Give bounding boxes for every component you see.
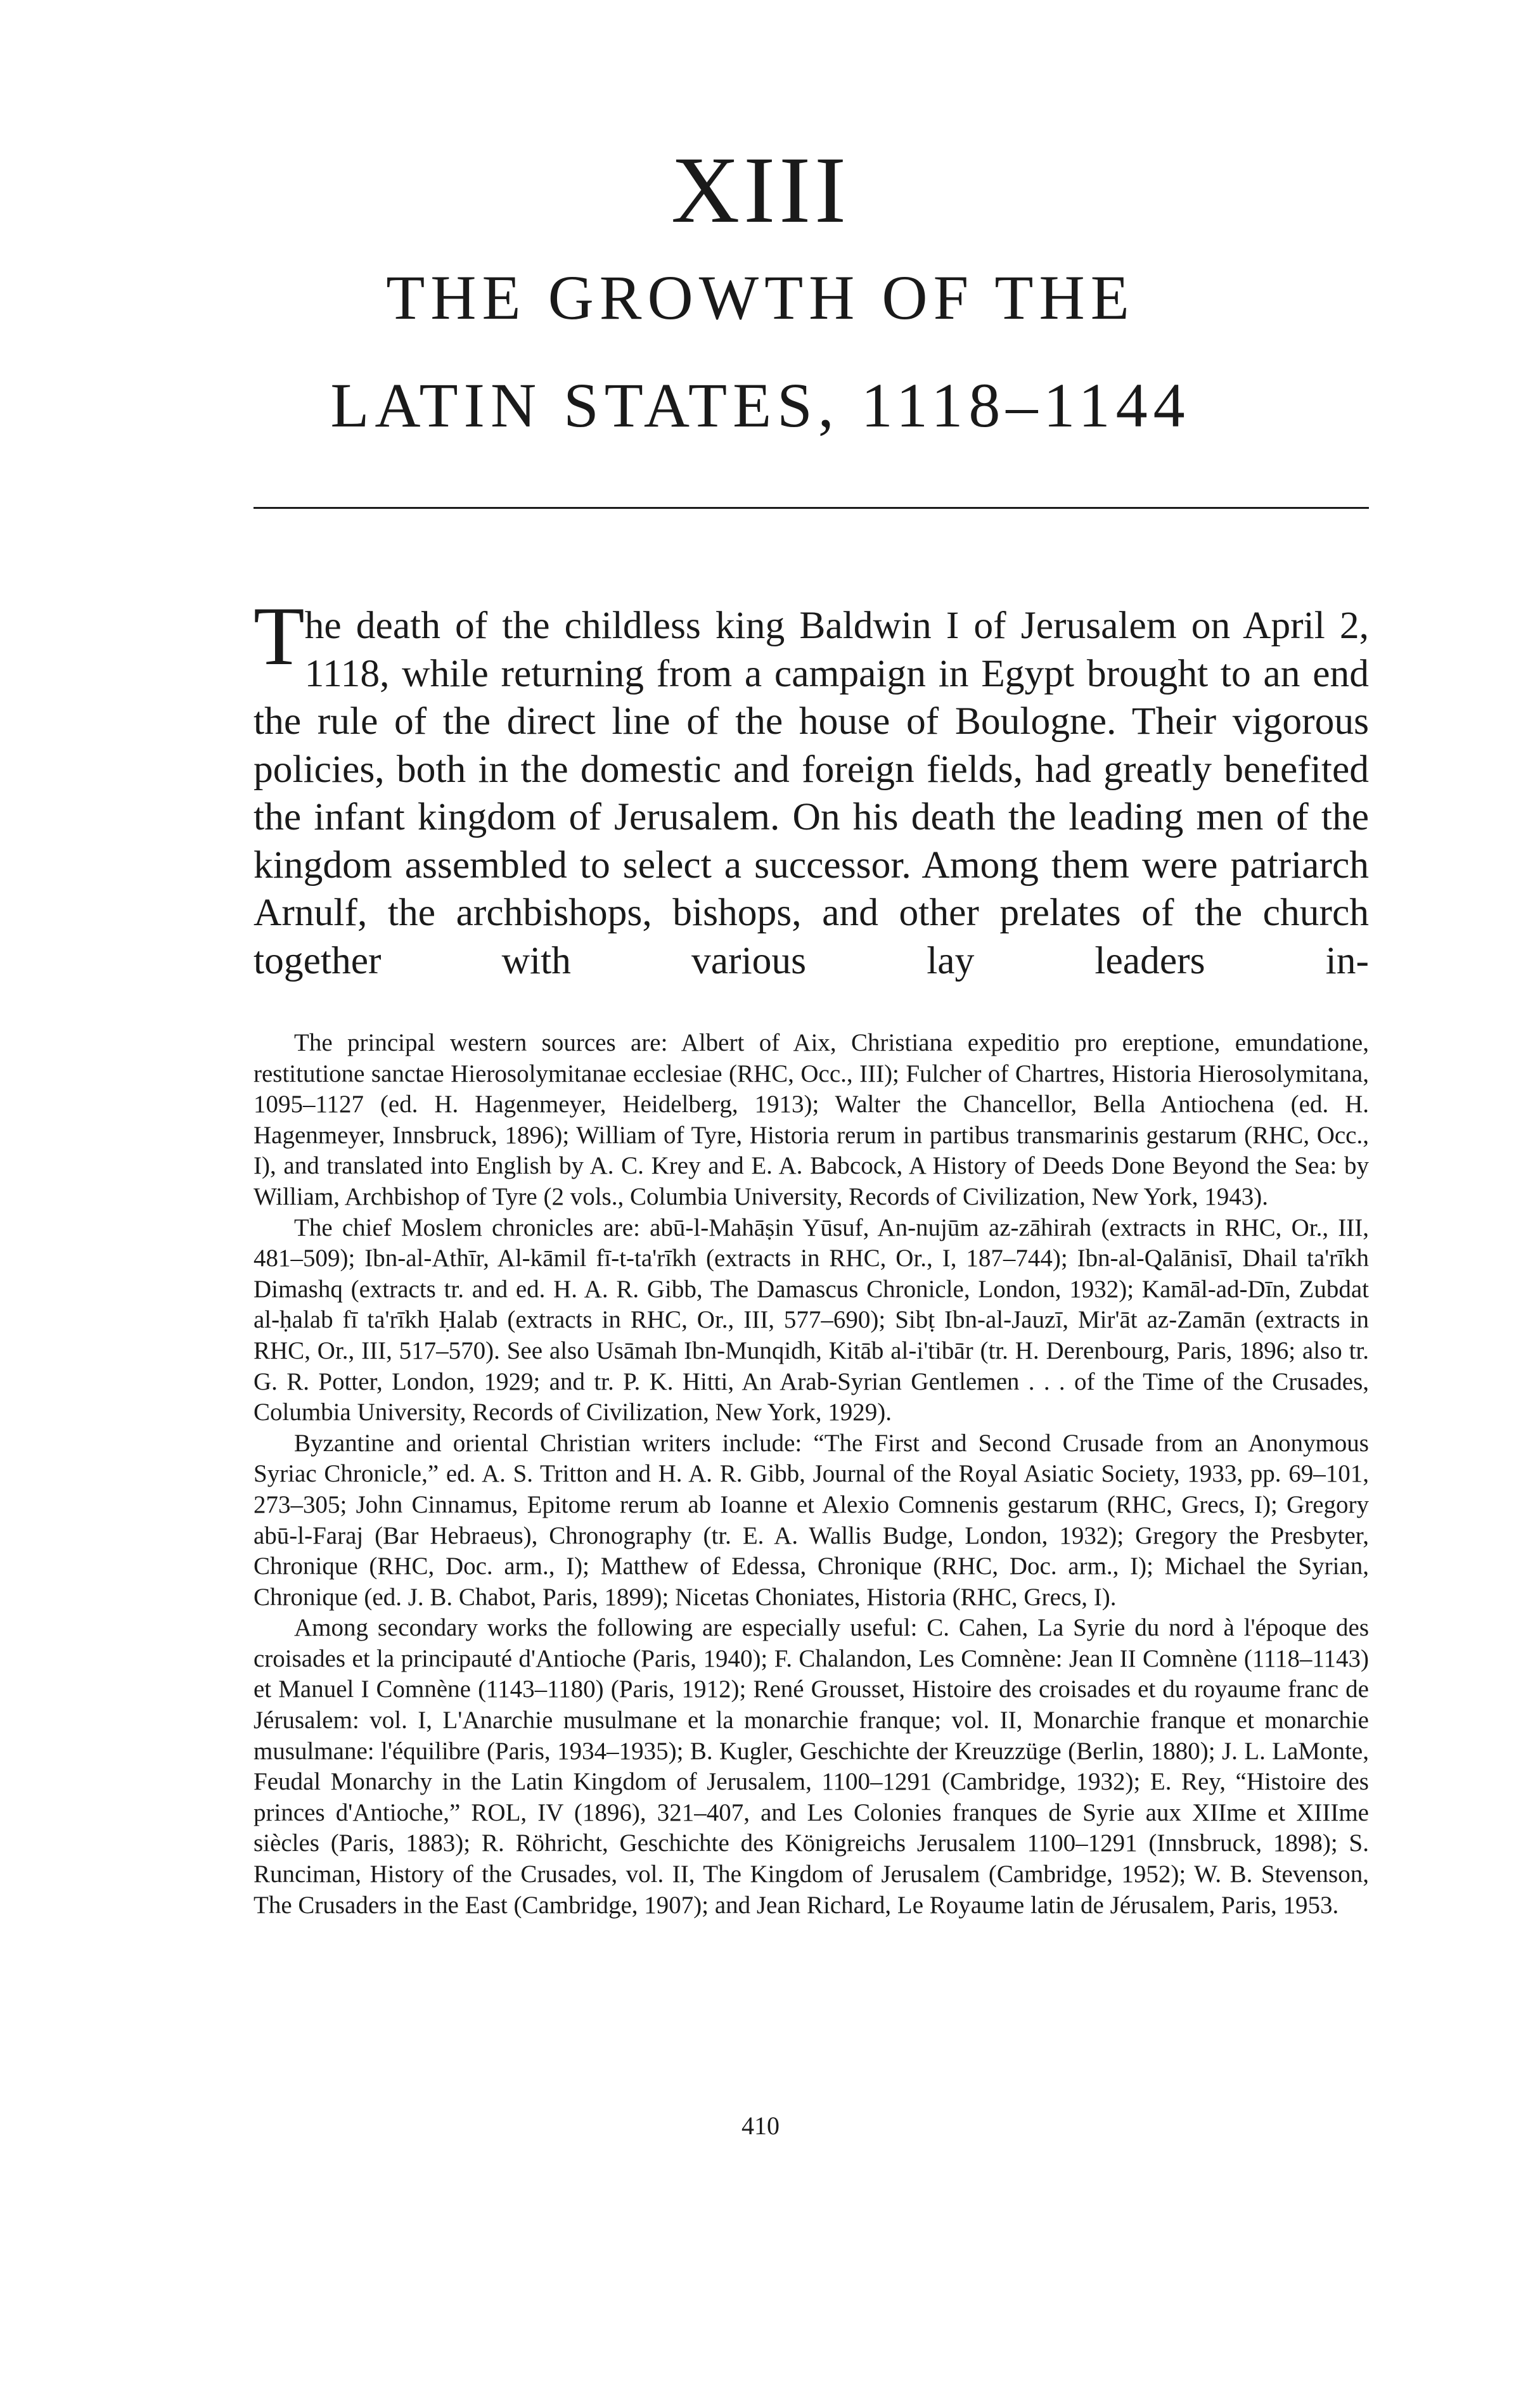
chapter-title-line-1: THE GROWTH OF THE (386, 262, 1135, 333)
note-byzantine-writers: Byzantine and oriental Christian writers include: “The First and Second Crusade from an Anonymous Syriac Chronicle,” ed. A. S. Tritton and H. A. R. Gibb, Journal of the Royal Asiatic Society, 1933, pp. 69–101, 273–305; John Cinnamus, Epitome rerum ab Ioanne et Alexio Comnenis gestarum (RHC, Grecs, I); Gregory abū-l-Faraj (Bar Hebraeus), Chronography (tr. E. A. Wallis Budge, London, 1932); Gregory the Presbyter, Chronique (RHC, Doc. arm., I); Matthew of Edessa, Chronique (RHC, Doc. arm., I); Michael the Syrian, Chronique (ed. J. B. Chabot, Paris, 1899); Nicetas Choniates, Historia (RHC, Grecs, I). (254, 1429, 1369, 1611)
chapter-number: XIII (671, 138, 850, 243)
drop-cap: T (254, 589, 305, 682)
note-western-sources: The principal western sources are: Albert of Aix, Christiana expeditio pro ereptione, emundatione, restitutione sanctae Hierosolymitanae ecclesiae (RHC, Occ., III); Fulcher of Chartres, Historia Hierosolymitana, 1095–1127 (ed. H. Hagenmeyer, Heidelberg, 1913); Walter the Chancellor, Bella Antiochena (ed. H. Hagenmeyer, Innsbruck, 1896); William of Tyre, Historia rerum in partibus transmarinis gestarum (RHC, Occ., I), and translated into English by A. C. Krey and E. A. Babcock, A History of Deeds Done Beyond the Sea: by William, Archbishop of Tyre (2 vols., Columbia University, Records of Civilization, New York, 1943). (254, 1029, 1369, 1210)
title-divider-rule (254, 507, 1369, 509)
note-moslem-chronicles: The chief Moslem chronicles are: abū-l-Mahāṣin Yūsuf, An-nujūm az-zāhirah (extracts in RHC, Or., III, 481–509); Ibn-al-Athīr, Al-kāmil fī-t-ta'rīkh (extracts in RHC, Or., I, 187–744); Ibn-al-Qalānisī, Dhail ta'rīkh Dimashq (extracts tr. and ed. H. A. R. Gibb, The Damascus Chronicle, London, 1932); Kamāl-ad-Dīn, Zubdat al-ḥalab fī ta'rīkh Ḥalab (extracts in RHC, Or., III, 577–690); Sibṭ Ibn-al-Jauzī, Mir'āt az-Zamān (extracts in RHC, Or., III, 517–570). See also Usāmah Ibn-Munqidh, Kitāb al-i'tibār (tr. H. Derenbourg, Paris, 1896; also tr. G. R. Potter, London, 1929; and tr. P. K. Hitti, An Arab-Syrian Gentlemen . . . of the Time of the Crusades, Columbia University, Records of Civilization, New York, 1929). (254, 1214, 1369, 1426)
opening-paragraph (254, 589, 1369, 985)
opening-paragraph-text: he death of the childless king Baldwin I of Jerusalem on April 2, 1118, while returning from a campaign in Egypt brought to an end the rule of the direct line of the house of Boulogne. Their vigorous policies, both in the domestic and foreign fields, had greatly benefited the infant kingdom of Jerusalem. On his death the leading men of the kingdom assembled to select a successor. Among them were patriarch Arnulf, the archbishops, bishops, and other prelates of the church together with various lay leaders in- (254, 604, 1369, 982)
note-secondary-works: Among secondary works the following are especially useful: C. Cahen, La Syrie du nord à l'époque des croisades et la principauté d'Antioche (Paris, 1940); F. Chalandon, Les Comnène: Jean II Comnène (1118–1143) et Manuel I Comnène (1143–1180) (Paris, 1912); René Grousset, Histoire des croisades et du royaume franc de Jérusalem: vol. I, L'Anarchie musulmane et la monarchie franque; vol. II, Monarchie franque et monarchie musulmane: l'équilibre (Paris, 1934–1935); B. Kugler, Geschichte der Kreuzzüge (Berlin, 1880); J. L. LaMonte, Feudal Monarchy in the Latin Kingdom of Jerusalem, 1100–1291 (Cambridge, 1932); E. Rey, “Histoire des princes d'Antioche,” ROL, IV (1896), 321–407, and Les Colonies franques de Syrie aux XIIme et XIIIme siècles (Paris, 1883); R. Röhricht, Geschichte des Königreichs Jerusalem 1100–1291 (Innsbruck, 1898); S. Runciman, History of the Crusades, vol. II, The Kingdom of Jerusalem (Cambridge, 1952); W. B. Stevenson, The Crusaders in the East (Cambridge, 1907); and Jean Richard, Le Royaume latin de Jérusalem, Paris, 1953. (254, 1614, 1369, 1919)
chapter-title-line-2: LATIN STATES, 1118–1144 (330, 370, 1191, 440)
page-number: 410 (741, 2111, 780, 2140)
bibliographic-note (254, 1028, 1369, 1921)
